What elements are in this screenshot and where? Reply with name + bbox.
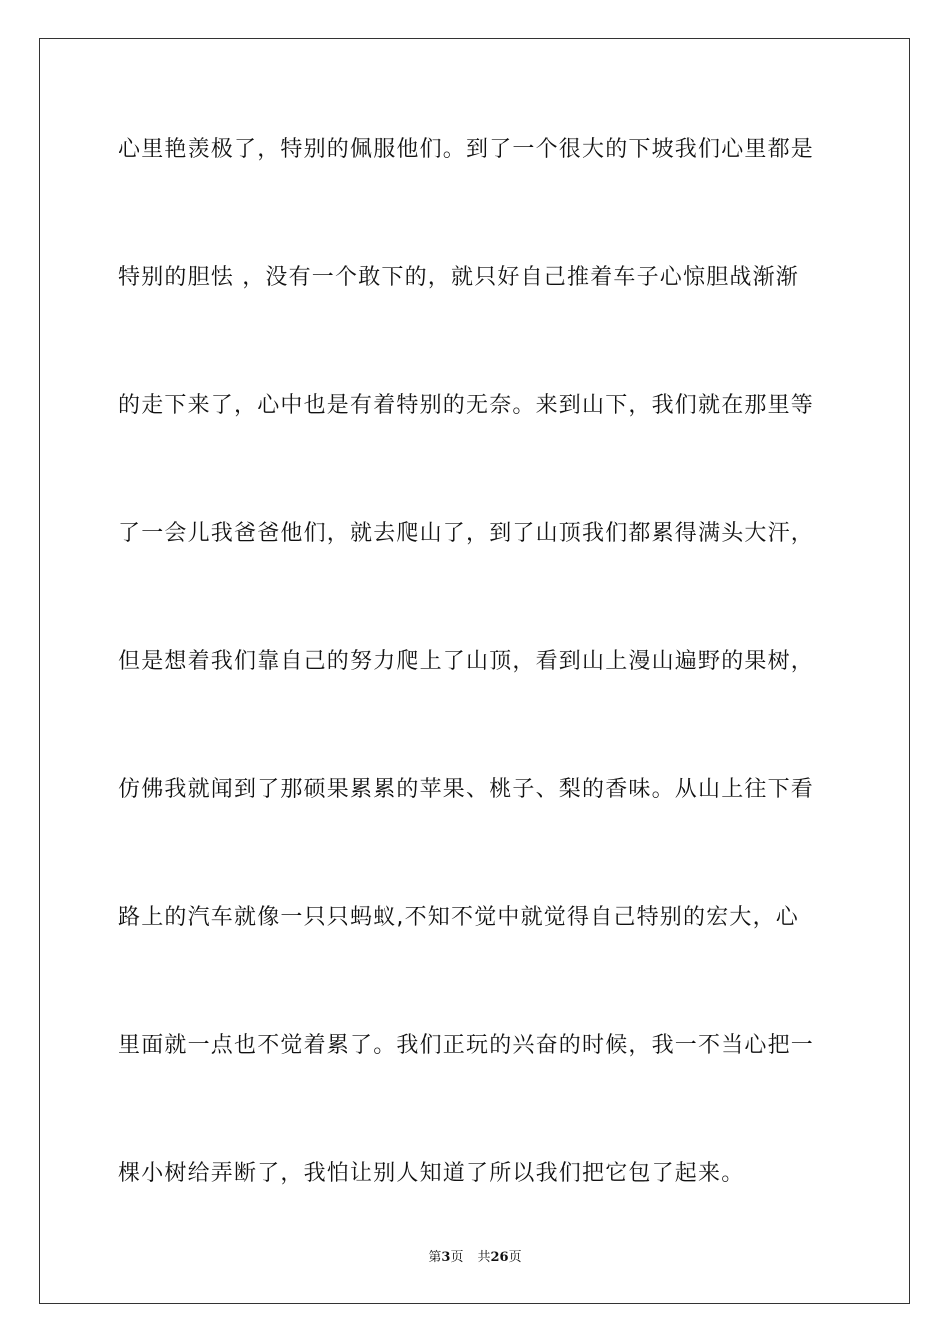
total-suffix: 页 — [508, 1250, 522, 1265]
page-footer — [0, 1246, 950, 1265]
text-line: 特别的胆怯 ，没有一个敢下的，就只好自己推着车子心惊胆战渐渐 — [118, 265, 799, 290]
text-line: 棵小树给弄断了，我怕让别人知道了所以我们把它包了起来。 — [118, 1161, 745, 1186]
text-line: 仿佛我就闻到了那硕果累累的苹果、桃子、梨的香味。从山上往下看 — [118, 777, 815, 802]
text-line: 但是想着我们靠自己的努力爬上了山顶，看到山上漫山遍野的果树， — [118, 649, 815, 674]
page-suffix: 页 — [450, 1250, 464, 1265]
document-body — [118, 126, 838, 1278]
page-prefix: 第 — [428, 1250, 442, 1265]
text-line: 里面就一点也不觉着累了。我们正玩的兴奋的时候，我一不当心把一 — [118, 1033, 815, 1058]
text-line: 的走下来了，心中也是有着特别的无奈。来到山下，我们就在那里等 — [118, 393, 815, 418]
text-line: 心里艳羡极了，特别的佩服他们。到了一个很大的下坡我们心里都是 — [118, 137, 815, 162]
total-pages: 26 — [490, 1250, 509, 1265]
total-prefix: 共 — [477, 1250, 491, 1265]
page-number: 3 — [441, 1250, 451, 1265]
text-line: 了一会儿我爸爸他们，就去爬山了，到了山顶我们都累得满头大汗， — [118, 521, 815, 546]
text-line: 路上的汽车就像一只只蚂蚁,不知不觉中就觉得自己特别的宏大，心 — [118, 905, 799, 930]
